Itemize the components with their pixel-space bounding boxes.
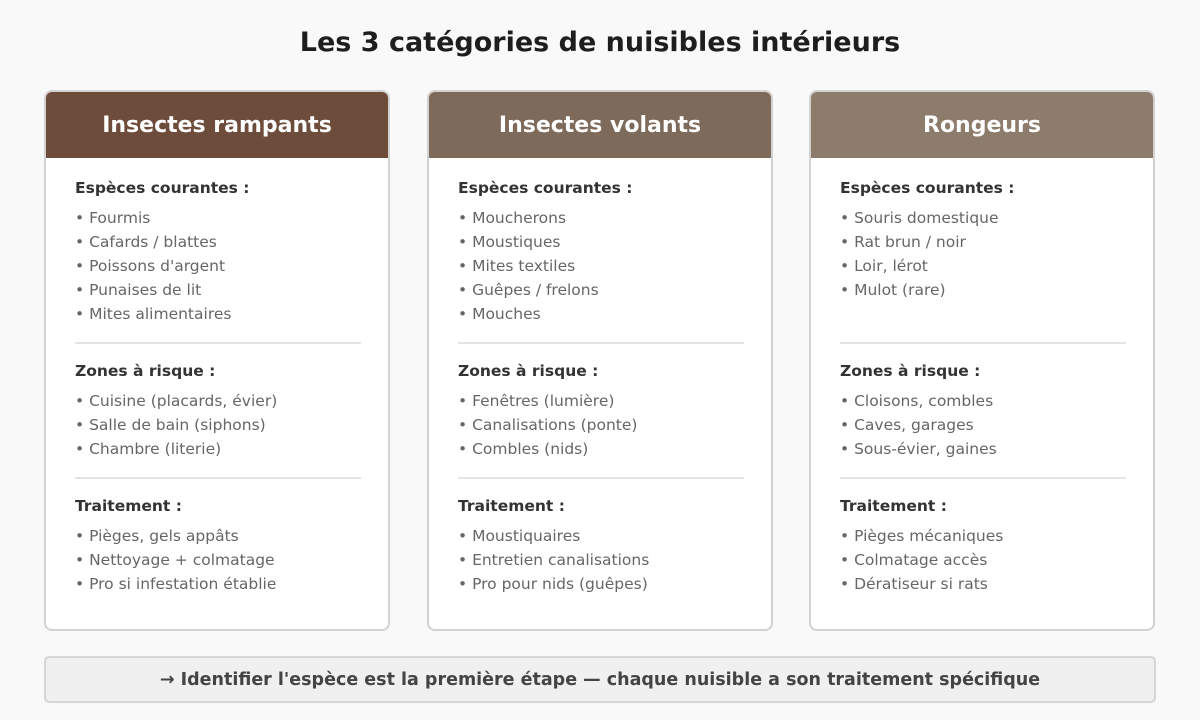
species-title: Espèces courantes :: [458, 179, 633, 197]
zones-item: • Salle de bain (siphons): [75, 416, 266, 434]
zones-item: • Caves, garages: [840, 416, 974, 434]
zones-item: • Cloisons, combles: [840, 392, 994, 410]
card-header: Insectes rampants: [46, 92, 388, 158]
zones-item: • Canalisations (ponte): [458, 416, 638, 434]
species-item: • Rat brun / noir: [840, 233, 966, 251]
species-item: • Moustiques: [458, 233, 561, 251]
zones-title: Zones à risque :: [75, 362, 216, 380]
treatment-item: • Dératiseur si rats: [840, 575, 988, 593]
species-item: • Mites alimentaires: [75, 305, 232, 323]
species-item: • Cafards / blattes: [75, 233, 217, 251]
species-item: • Fourmis: [75, 209, 151, 227]
treatment-item: • Nettoyage + colmatage: [75, 551, 275, 569]
species-item: • Guêpes / frelons: [458, 281, 599, 299]
zones-title: Zones à risque :: [840, 362, 981, 380]
zones-item: • Combles (nids): [458, 440, 589, 458]
divider: [840, 342, 1126, 344]
species-title: Espèces courantes :: [75, 179, 250, 197]
treatment-item: • Pro pour nids (guêpes): [458, 575, 648, 593]
zones-title: Zones à risque :: [458, 362, 599, 380]
species-item: • Moucherons: [458, 209, 567, 227]
treatment-item: • Pièges, gels appâts: [75, 527, 239, 545]
treatment-item: • Entretien canalisations: [458, 551, 650, 569]
footer-note: → Identifier l'espèce est la première étape — chaque nuisible a son traitement spécifique: [44, 656, 1156, 703]
zones-item: • Cuisine (placards, évier): [75, 392, 278, 410]
treatment-item: • Moustiquaires: [458, 527, 581, 545]
species-item: • Mulot (rare): [840, 281, 946, 299]
divider: [75, 477, 361, 479]
card-header: Rongeurs: [811, 92, 1153, 158]
species-item: • Punaises de lit: [75, 281, 202, 299]
card-rodents: [809, 90, 1155, 631]
divider: [840, 477, 1126, 479]
divider: [75, 342, 361, 344]
species-title: Espèces courantes :: [840, 179, 1015, 197]
species-item: • Loir, lérot: [840, 257, 928, 275]
species-item: • Mouches: [458, 305, 541, 323]
zones-item: • Sous-évier, gaines: [840, 440, 997, 458]
zones-item: • Fenêtres (lumière): [458, 392, 615, 410]
card-header: Insectes volants: [429, 92, 771, 158]
treatment-item: • Colmatage accès: [840, 551, 988, 569]
species-item: • Souris domestique: [840, 209, 999, 227]
card-crawling-insects: [44, 90, 390, 631]
species-item: • Poissons d'argent: [75, 257, 226, 275]
treatment-title: Traitement :: [840, 497, 947, 515]
divider: [458, 477, 744, 479]
page-title: Les 3 catégories de nuisibles intérieurs: [299, 27, 901, 58]
card-flying-insects: [427, 90, 773, 631]
treatment-item: • Pièges mécaniques: [840, 527, 1004, 545]
zones-item: • Chambre (literie): [75, 440, 222, 458]
divider: [458, 342, 744, 344]
species-item: • Mites textiles: [458, 257, 576, 275]
treatment-title: Traitement :: [458, 497, 565, 515]
treatment-title: Traitement :: [75, 497, 182, 515]
treatment-item: • Pro si infestation établie: [75, 575, 277, 593]
